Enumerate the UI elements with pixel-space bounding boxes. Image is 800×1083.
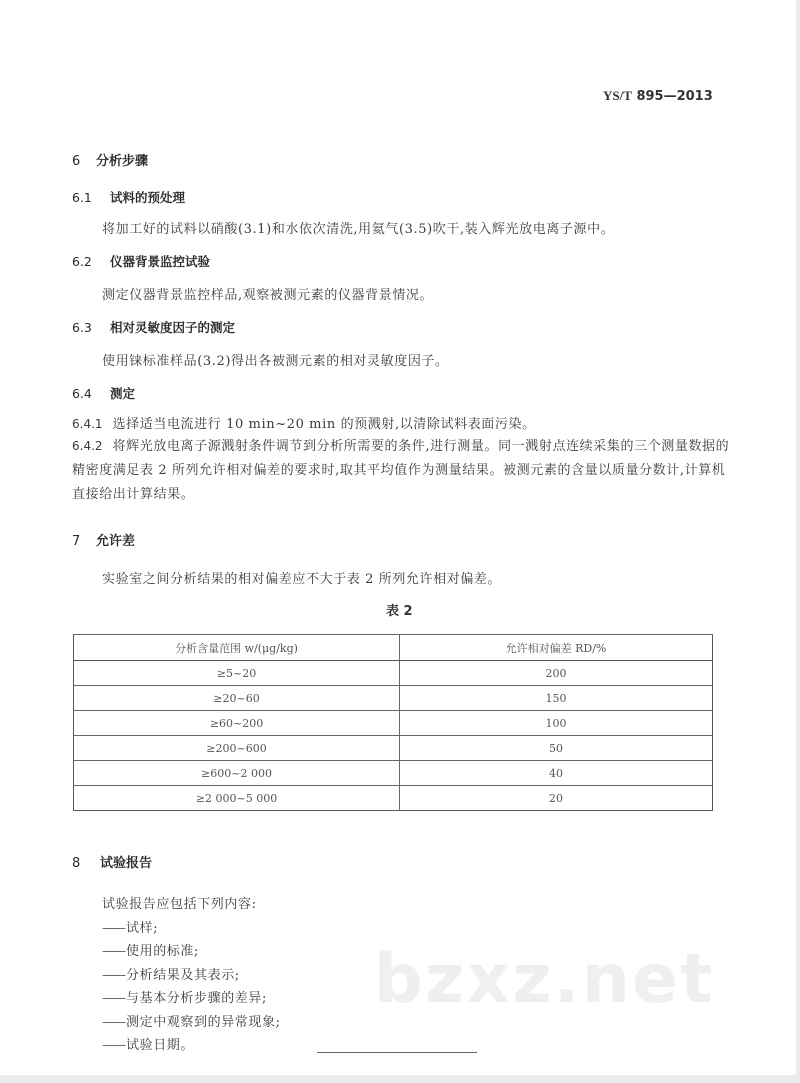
table-row <box>74 761 713 786</box>
table-row <box>74 686 713 711</box>
range-cell: ≥60~200 <box>74 711 400 736</box>
section-6-4-heading: 6.4 测定 <box>72 386 136 401</box>
section-6-2-heading: 6.2 仪器背景监控试验 <box>72 254 211 269</box>
table-2 <box>73 634 713 811</box>
table-row <box>74 661 713 686</box>
standard-code <box>603 88 713 104</box>
section-6-2-text: 测定仪器背景监控样品,观察被测元素的仪器背景情况。 <box>102 288 434 303</box>
table-row <box>74 711 713 736</box>
list-item: —— 与基本分析步骤的差异; <box>102 991 267 1006</box>
table-header-range: 分析含量范围 w/(μg/kg) <box>74 635 400 661</box>
deviation-cell: 40 <box>400 761 713 786</box>
section-8-heading: 8 试验报告 <box>72 856 153 871</box>
range-cell: ≥20~60 <box>74 686 400 711</box>
range-cell: ≥5~20 <box>74 661 400 686</box>
table-row <box>74 786 713 811</box>
section-6-4-2: 6.4.2 将辉光放电离子源溅射条件调节到分析所需要的条件,进行测量。同一溅射点连续采集的三个测量数据的精密度满足表 2 所列允许相对偏差的要求时,取其平均值作为测量结果。被测元素的含量以质量分数计,计算机直接给出计算结果。 <box>72 439 730 502</box>
section-7-heading: 7 允许差 <box>72 534 136 549</box>
range-cell: ≥600~2 000 <box>74 761 400 786</box>
table-header-deviation: 允许相对偏差 RD/% <box>400 635 713 661</box>
report-items-list <box>102 893 281 1058</box>
table-2-caption: 表 2 <box>386 604 413 619</box>
watermark: bzxz.net <box>374 940 715 1019</box>
section-6-3-heading: 6.3 相对灵敏度因子的测定 <box>72 320 236 335</box>
standard-code-number: 895—2013 <box>636 89 713 104</box>
standard-code-prefix: YS/T <box>603 88 632 103</box>
deviation-cell: 20 <box>400 786 713 811</box>
list-item: —— 试样; <box>102 920 159 936</box>
table-row <box>74 736 713 761</box>
section-7-text: 实验室之间分析结果的相对偏差应不大于表 2 所列允许相对偏差。 <box>102 572 502 587</box>
report-intro: 试验报告应包括下列内容: <box>102 897 257 912</box>
list-item: —— 使用的标准; <box>102 944 199 959</box>
list-item: —— 试验日期。 <box>102 1038 195 1053</box>
section-6-heading: 6 分析步骤 <box>72 154 149 169</box>
section-6-3-text: 使用铼标准样品(3.2)得出各被测元素的相对灵敏度因子。 <box>102 354 449 369</box>
deviation-cell: 100 <box>400 711 713 736</box>
deviation-cell: 150 <box>400 686 713 711</box>
section-6-1-heading: 6.1 试料的预处理 <box>72 190 186 205</box>
section-6-1-text: 将加工好的试料以硝酸(3.1)和水依次清洗,用氦气(3.5)吹干,装入辉光放电离子源中。 <box>102 222 615 237</box>
table-header-row <box>74 635 713 661</box>
end-of-document-rule <box>317 1052 477 1053</box>
deviation-cell: 50 <box>400 736 713 761</box>
list-item: —— 测定中观察到的异常现象; <box>102 1014 281 1030</box>
range-cell: ≥200~600 <box>74 736 400 761</box>
section-6-4-1: 6.4.1 选择适当电流进行 10 min~20 min 的预溅射,以清除试料表面污染。 <box>72 417 536 432</box>
deviation-cell: 200 <box>400 661 713 686</box>
range-cell: ≥2 000~5 000 <box>74 786 400 811</box>
list-item: —— 分析结果及其表示; <box>102 967 240 983</box>
